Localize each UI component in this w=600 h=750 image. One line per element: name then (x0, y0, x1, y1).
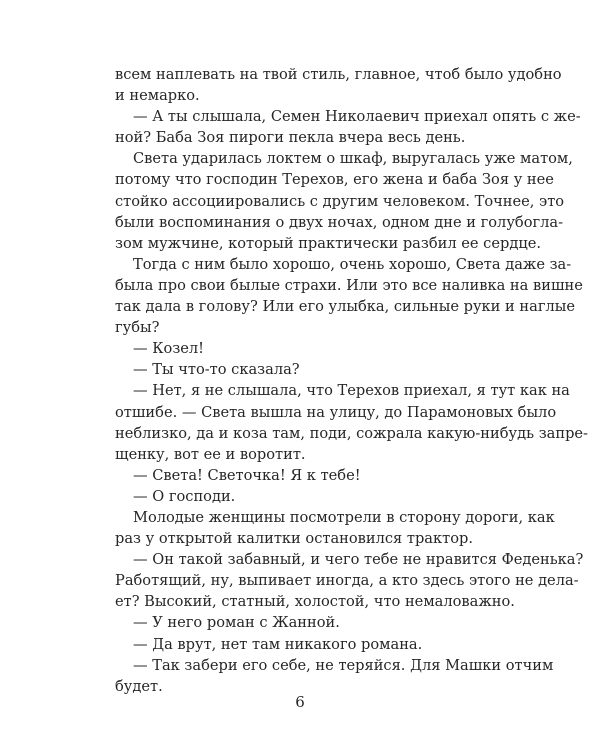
text-line: — Он такой забавный, и чего тебе не нравится Феденька? (133, 551, 584, 569)
text-line: была про свои былые страхи. Или это все наливка на вишне (115, 276, 583, 294)
text-line: — А ты слышала, Семен Николаевич приехал опять с же- (133, 108, 581, 126)
text-line: щенку, вот ее и воротит. (115, 445, 306, 463)
text-line: — У него роман с Жанной. (133, 614, 340, 632)
text-line: Света ударилась локтем о шкаф, выругалась уже матом, (133, 150, 573, 168)
text-line: раз у открытой калитки остановился трактор. (115, 530, 473, 548)
text-line: — Света! Светочка! Я к тебе! (133, 466, 361, 484)
text-line: Тогда с ним было хорошо, очень хорошо, Света даже за- (133, 255, 572, 273)
text-line: губы? (115, 319, 160, 337)
text-line: и немарко. (115, 87, 200, 105)
text-line: — Да врут, нет там никакого романа. (133, 635, 423, 653)
text-line: всем наплевать на твой стиль, главное, чтоб было удобно (115, 66, 562, 83)
text-line: — Козел! (133, 340, 205, 358)
text-line: так дала в голову? Или его улыбка, сильные руки и наглые (115, 298, 575, 316)
text-line: Молодые женщины посмотрели в сторону дороги, как (133, 508, 555, 526)
text-line: — Так забери его себе, не теряйся. Для Машки отчим (133, 656, 554, 674)
text-line: отшибе. — Света вышла на улицу, до Парамоновых было (115, 403, 557, 421)
text-line: будет. (115, 677, 163, 695)
text-line: были воспоминания о двух ночах, одном дне и голубогла- (115, 213, 564, 231)
text-line: — Ты что-то сказала? (133, 361, 300, 379)
text-line: ет? Высокий, статный, холостой, что немаловажно. (115, 593, 515, 611)
text-line: — Нет, я не слышала, что Терехов приехал, я тут как на (133, 382, 570, 400)
text-line: стойко ассоциировались с другим человеком. Точнее, это (115, 192, 565, 210)
body-text (115, 64, 588, 697)
text-line: неблизко, да и коза там, поди, сожрала какую-нибудь запре- (115, 424, 588, 442)
text-line: Работящий, ну, выпивает иногда, а кто здесь этого не дела- (115, 572, 579, 590)
text-line: — О господи. (133, 487, 236, 505)
page-number: 6 (295, 693, 305, 711)
text-line: потому что господин Терехов, его жена и баба Зоя у нее (115, 171, 554, 189)
text-line: ной? Баба Зоя пироги пекла вчера весь день. (115, 129, 466, 147)
text-line: зом мужчине, который практически разбил ее сердце. (115, 234, 541, 252)
